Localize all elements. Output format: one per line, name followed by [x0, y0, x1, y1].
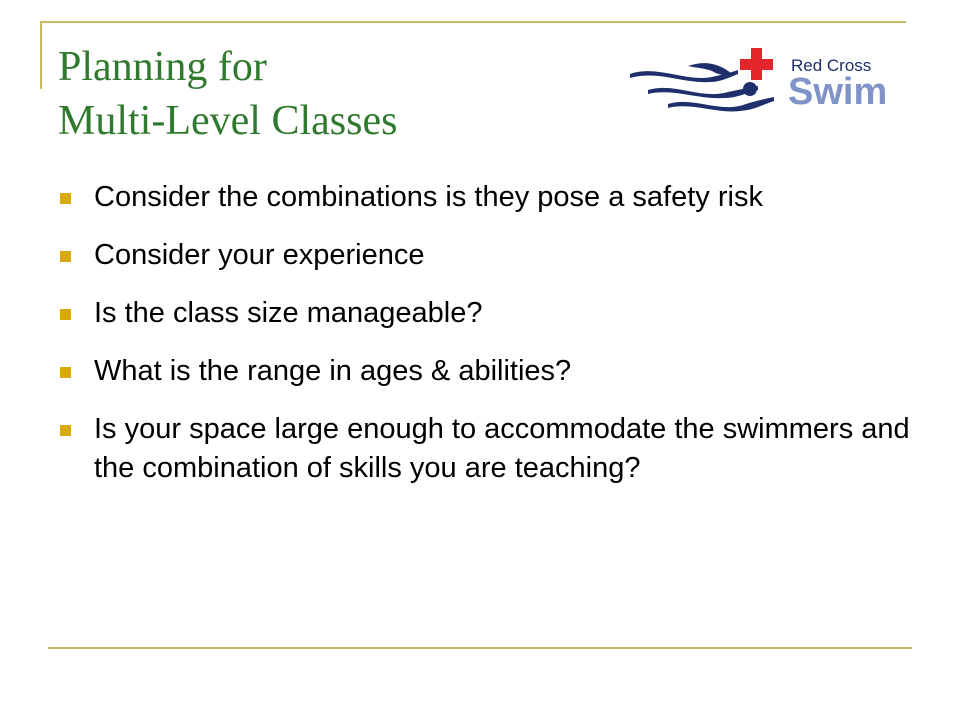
- bullet-list: [60, 178, 910, 507]
- swimmer-red-cross-icon: [628, 44, 788, 118]
- slide-title: [58, 40, 397, 148]
- bullet-text: Consider your experience: [94, 239, 425, 271]
- frame-left-line: [40, 21, 42, 89]
- bullet-square-icon: [60, 251, 71, 262]
- bullet-text: What is the range in ages & abilities?: [94, 355, 572, 387]
- bullet-item: [60, 410, 910, 488]
- title-line-2: Multi-Level Classes: [58, 98, 398, 144]
- bullet-item: [60, 294, 910, 333]
- frame-top-line: [40, 21, 906, 23]
- logo-text-swim: Swim: [788, 71, 888, 113]
- bullet-square-icon: [60, 309, 71, 320]
- bullet-text: Is your space large enough to accommodate the swimmers and the combination of skills you are teaching?: [94, 413, 910, 484]
- bullet-square-icon: [60, 425, 71, 436]
- bullet-item: [60, 236, 910, 275]
- logo-text-red-cross: Red Cross: [791, 56, 872, 75]
- bullet-text: Consider the combinations is they pose a safety risk: [94, 181, 763, 213]
- bullet-text: Is the class size manageable?: [94, 297, 483, 329]
- red-cross-swim-logo: [628, 44, 890, 118]
- bullet-item: [60, 178, 910, 217]
- frame-bottom-line: [48, 647, 912, 649]
- bullet-square-icon: [60, 367, 71, 378]
- bullet-square-icon: [60, 193, 71, 204]
- bullet-item: [60, 352, 910, 391]
- title-line-1: Planning for: [58, 44, 267, 90]
